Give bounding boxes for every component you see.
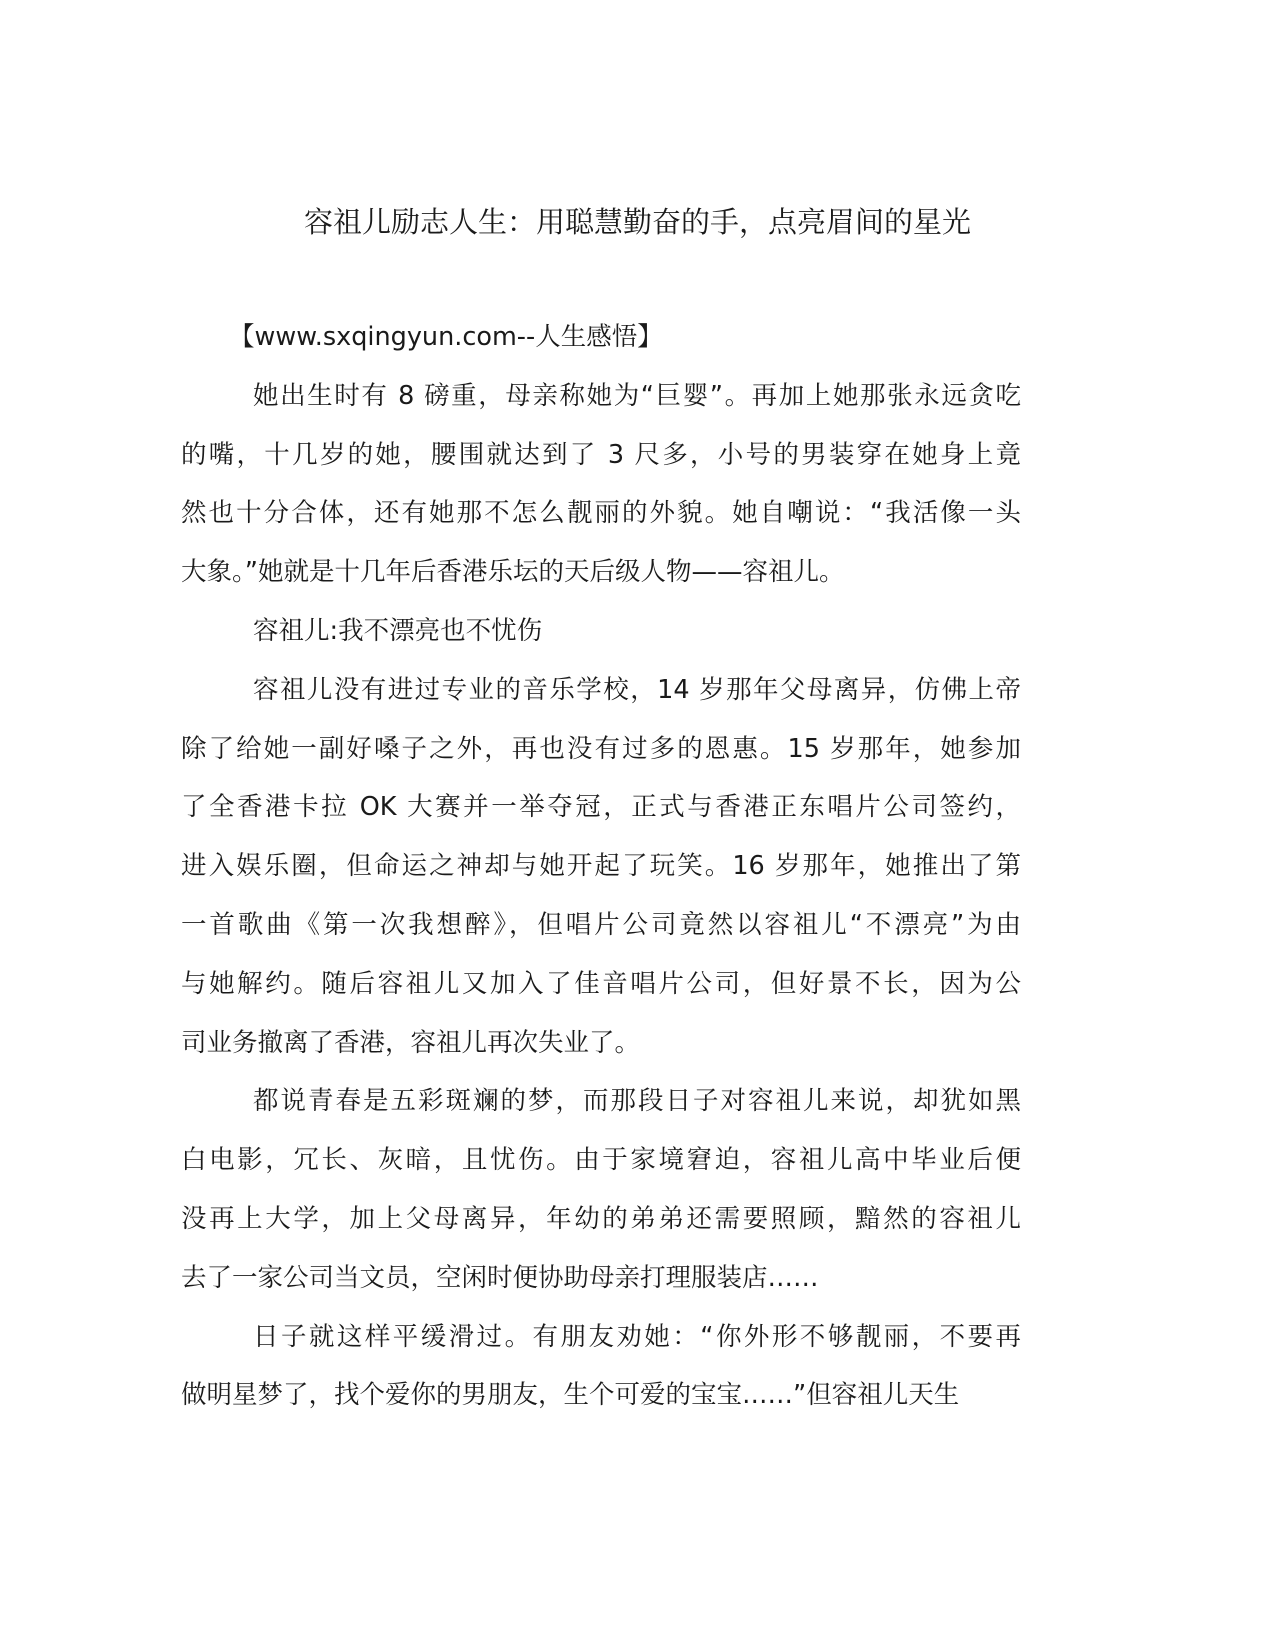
paragraph-line: 然也十分合体，还有她那不怎么靓丽的外貌。她自嘲说：“我活像一头 [181, 498, 1021, 529]
source-tag: 【www.sxqingyun.com--人生感悟】 [229, 322, 663, 352]
paragraph-line: 除了给她一副好嗓子之外，再也没有过多的恩惠。15 岁那年，她参加 [181, 733, 1021, 764]
paragraph-line: 做明星梦了，找个爱你的男朋友，生个可爱的宝宝……”但容祖儿天生 [181, 1380, 960, 1411]
paragraph-line: 去了一家公司当文员，空闲时便协助母亲打理服装店…… [181, 1262, 819, 1293]
paragraph-line: 与她解约。随后容祖儿又加入了佳音唱片公司，但好景不长，因为公 [181, 968, 1021, 999]
paragraph-line: 没再上大学，加上父母离异，年幼的弟弟还需要照顾，黯然的容祖儿 [181, 1203, 1021, 1234]
paragraph-line: 一首歌曲《第一次我想醉》，但唱片公司竟然以容祖儿“不漂亮”为由 [181, 909, 1021, 940]
paragraph-line: 都说青春是五彩斑斓的梦，而那段日子对容祖儿来说，却犹如黑 [253, 1086, 1021, 1117]
paragraph-line: 了全香港卡拉 OK 大赛并一举夺冠，正式与香港正东唱片公司签约， [181, 792, 1021, 823]
paragraph [181, 1082, 1021, 1317]
paragraph-line: 日子就这样平缓滑过。有朋友劝她：“你外形不够靓丽，不要再 [253, 1321, 1021, 1352]
paragraph [181, 1318, 1021, 1436]
paragraph-line: 的嘴，十几岁的她，腰围就达到了 3 尺多，小号的男装穿在她身上竟 [181, 439, 1021, 470]
paragraph-line: 大象。”她就是十几年后香港乐坛的天后级人物——容祖儿。 [181, 557, 845, 588]
paragraph-line: 司业务撤离了香港，容祖儿再次失业了。 [181, 1027, 641, 1058]
paragraph-line: 容祖儿:我不漂亮也不忧伤 [253, 615, 543, 646]
paragraph-line: 白电影，冗长、灰暗，且忧伤。由于家境窘迫，容祖儿高中毕业后便 [181, 1145, 1021, 1176]
paragraph [181, 612, 1021, 671]
document-title: 容祖儿励志人生：用聪慧勤奋的手，点亮眉间的星光 [303, 205, 971, 239]
paragraph-line: 进入娱乐圈，但命运之神却与她开起了玩笑。16 岁那年，她推出了第 [181, 851, 1021, 882]
paragraph [181, 377, 1021, 612]
document-body [181, 318, 1021, 1435]
paragraph-line: 容祖儿没有进过专业的音乐学校，14 岁那年父母离异，仿佛上帝 [253, 674, 1021, 705]
paragraph [181, 671, 1021, 1083]
paragraph-line: 她出生时有 8 磅重，母亲称她为“巨婴”。再加上她那张永远贪吃 [253, 380, 1021, 411]
